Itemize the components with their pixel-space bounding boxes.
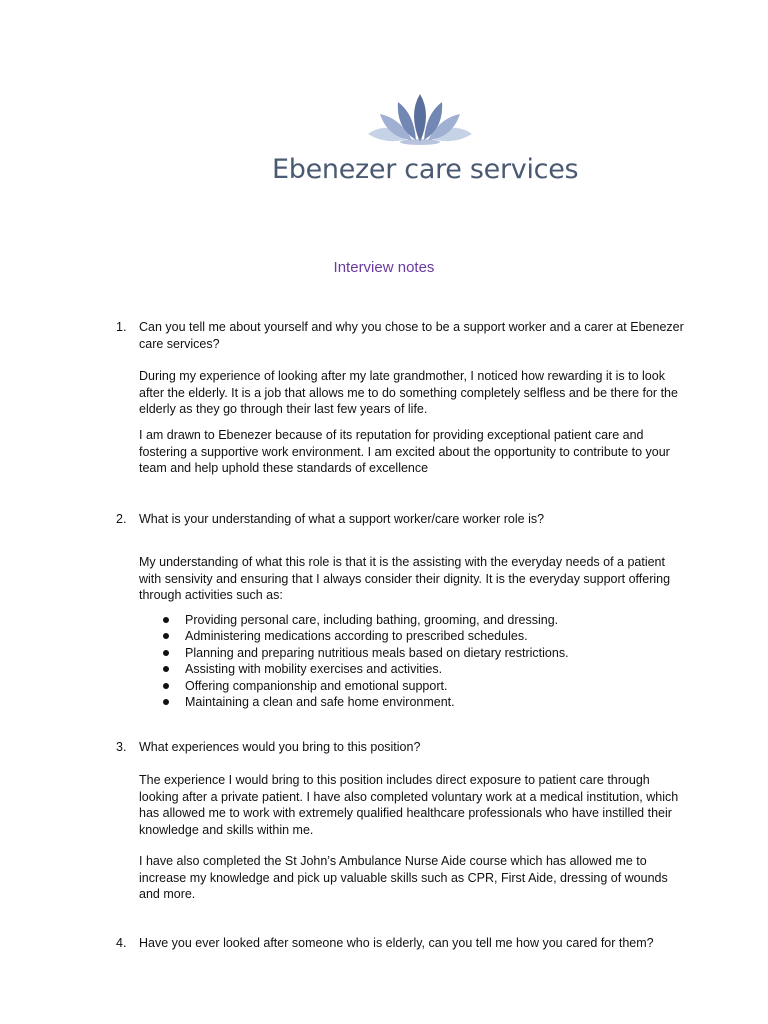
bullet-icon bbox=[163, 683, 169, 689]
bullet-icon bbox=[163, 666, 169, 672]
list-item-text: Administering medications according to prescribed schedules. bbox=[185, 629, 528, 644]
answer-3-paragraph-2: I have also completed the St John’s Ambulance Nurse Aide course which has allowed me to increase my knowledge and pick up valuable skills such as CPR, First Aide, dressing of wounds and more. bbox=[139, 854, 668, 901]
list-item-text: Assisting with mobility exercises and activities. bbox=[185, 662, 443, 677]
list-item bbox=[162, 628, 662, 644]
page-title: Interview notes bbox=[333, 259, 435, 276]
question-text: Have you ever looked after someone who is elderly, can you tell me how you cared for them? bbox=[139, 936, 654, 950]
list-item bbox=[162, 678, 662, 694]
question-number: 1. bbox=[116, 320, 127, 334]
list-item bbox=[162, 661, 662, 677]
answer-1-paragraph-2: I am drawn to Ebenezer because of its reputation for providing exceptional patient care and fostering a supportive work environment. I am excited about the opportunity to contribute to your team and help uphold these standards of excellence bbox=[139, 428, 670, 475]
answer-2-paragraph-1: My understanding of what this role is that it is the assisting with the everyday needs of a patient with sensivity and ensuring that I always consider their dignity. It is the everyday support offering through activities such as: bbox=[139, 555, 671, 602]
company-name: Ebenezer care services bbox=[272, 154, 579, 185]
activities-list bbox=[162, 612, 662, 710]
list-item-text: Providing personal care, including bathing, grooming, and dressing. bbox=[185, 613, 559, 627]
answer-1-paragraph-1: During my experience of looking after my late grandmother, I noticed how rewarding it is to look after the elderly. It is a job that allows me to do something completely selfless and be there for the elderly as they go through their last few years of life. bbox=[139, 369, 678, 416]
question-text: Can you tell me about yourself and why you chose to be a support worker and a carer at Ebenezer care services? bbox=[139, 320, 684, 351]
question-text: What is your understanding of what a support worker/care worker role is? bbox=[139, 512, 545, 526]
bullet-icon bbox=[163, 699, 169, 705]
bullet-icon bbox=[163, 617, 169, 623]
question-text: What experiences would you bring to this position? bbox=[139, 740, 421, 754]
company-logo bbox=[266, 92, 582, 196]
list-item-text: Planning and preparing nutritious meals based on dietary restrictions. bbox=[185, 645, 569, 660]
question-number: 4. bbox=[116, 936, 127, 950]
list-item-text: Offering companionship and emotional support. bbox=[185, 678, 448, 693]
question-number: 2. bbox=[116, 512, 127, 526]
lotus-icon bbox=[366, 92, 474, 150]
list-item bbox=[162, 612, 662, 628]
list-item bbox=[162, 694, 662, 710]
answer-3-paragraph-1: The experience I would bring to this position includes direct exposure to patient care through looking after a private patient. I have also completed voluntary work at a medical institution, which has allowed me to work with extremely qualified healthcare professionals who have instilled their knowledge and skills within me. bbox=[139, 773, 679, 837]
bullet-icon bbox=[163, 633, 169, 639]
question-number: 3. bbox=[116, 740, 127, 754]
list-item-text: Maintaining a clean and safe home environment. bbox=[185, 694, 455, 709]
bullet-icon bbox=[163, 650, 169, 656]
list-item bbox=[162, 645, 662, 661]
